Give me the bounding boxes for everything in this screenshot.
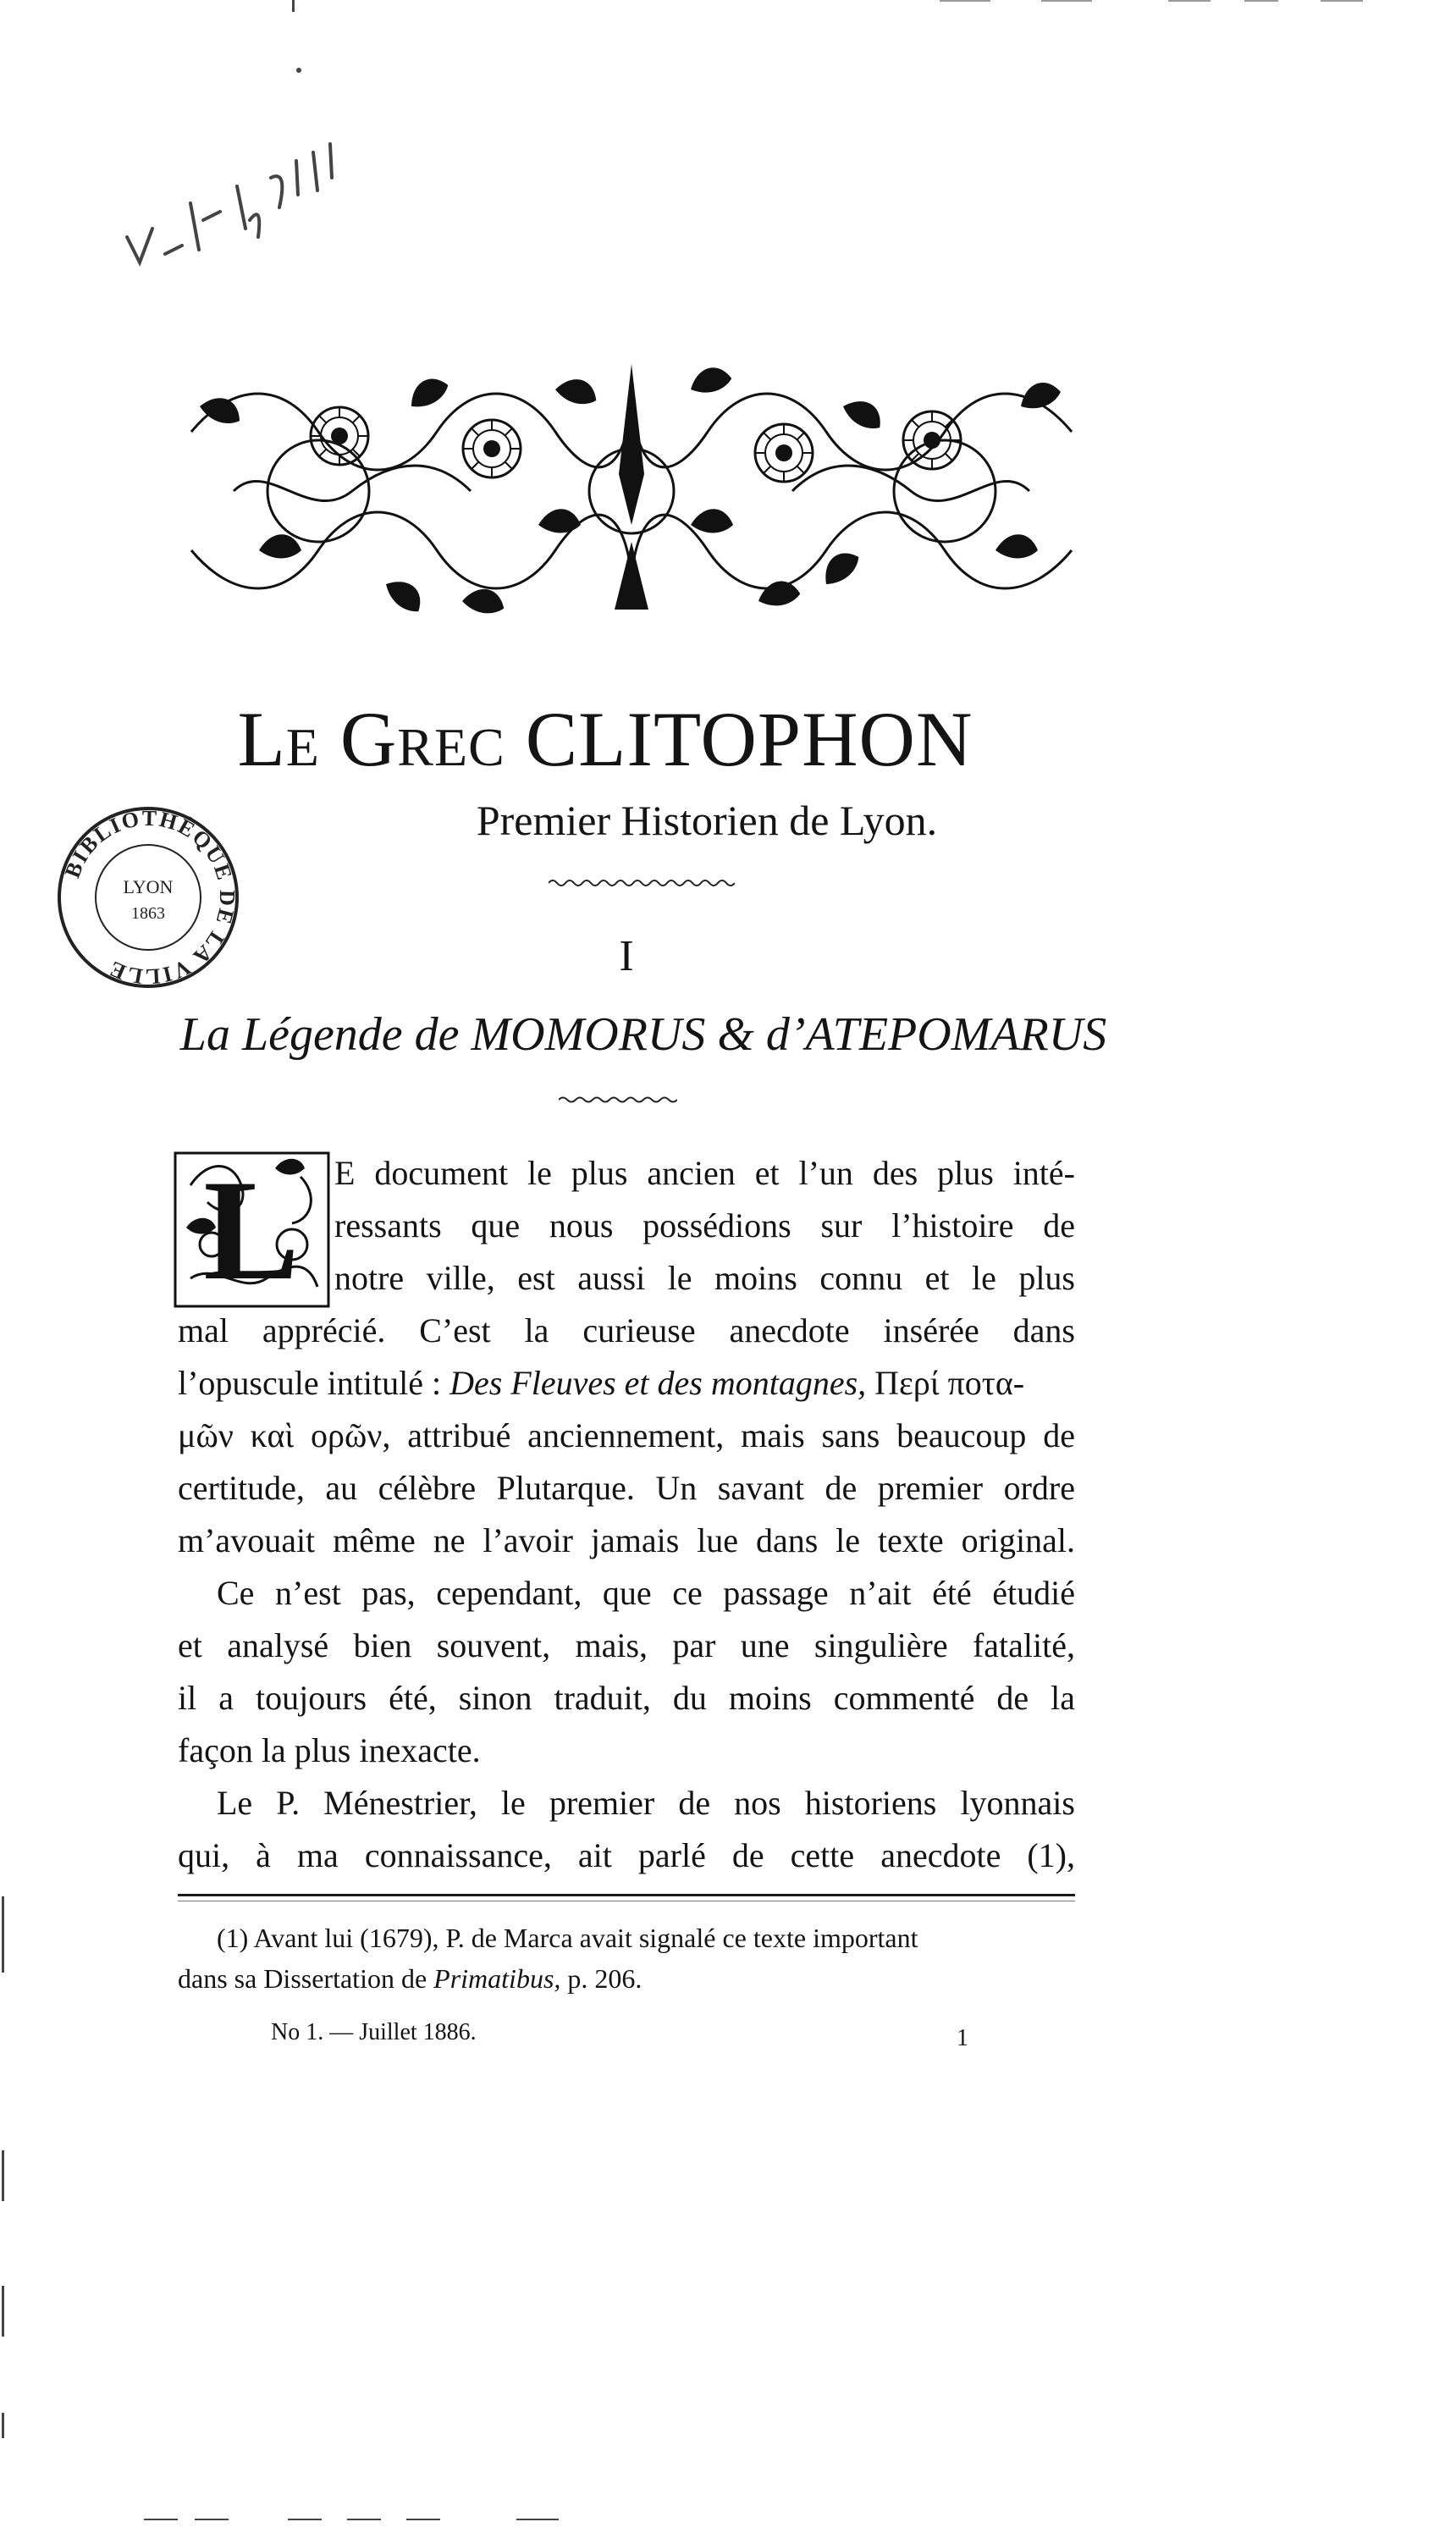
section-title-name2: d’ATEPOMARUS xyxy=(765,1008,1107,1061)
page-number: 1 xyxy=(957,2025,968,2051)
scan-mark xyxy=(296,68,301,73)
text-line: m’avouait même ne l’avoir jamais lue dans le texte original. xyxy=(178,1521,1075,1559)
decorative-wavy-rule xyxy=(549,876,735,890)
scan-mark xyxy=(940,0,990,2)
footnote-line xyxy=(178,1958,1075,1999)
footnote xyxy=(178,1918,1075,1999)
decorative-wavy-rule xyxy=(559,1094,677,1106)
scan-mark xyxy=(288,2519,322,2520)
section-title-amp: & xyxy=(705,1008,766,1061)
scan-mark xyxy=(1321,0,1363,2)
scan-mark xyxy=(144,2519,178,2520)
scan-mark xyxy=(1041,0,1092,2)
scan-mark xyxy=(2,2150,4,2201)
footnote-text: p. 206. xyxy=(560,1963,643,1994)
text-line xyxy=(178,1357,1075,1410)
text-line: E document le plus ancien et l’un des plus inté- xyxy=(334,1154,1075,1192)
section-title xyxy=(169,1007,1117,1062)
section-number: I xyxy=(619,932,634,980)
text-line: qui, à ma connaissance, ait parlé de cette anecdote (1), xyxy=(178,1836,1075,1874)
page-title: Le Grec CLITOPHON xyxy=(237,696,973,782)
text-line: façon la plus inexacte. xyxy=(178,1731,481,1769)
text-line: ressants que nous possédions sur l’histoire de xyxy=(334,1206,1075,1244)
issue-signature: No 1. — Juillet 1886. xyxy=(271,2019,477,2045)
scan-mark xyxy=(2,2286,4,2337)
book-title: Des Fleuves et des montagnes, xyxy=(449,1364,867,1402)
drop-cap-letter: L xyxy=(203,1151,300,1308)
library-stamp xyxy=(51,800,245,995)
ornamental-headpiece xyxy=(183,356,1080,626)
text-line: notre ville, est aussi le moins connu et le plus xyxy=(334,1259,1075,1297)
text-line: Ce n’est pas, cependant, que ce passage n’ait été étudié xyxy=(217,1574,1075,1612)
text-line: il a toujours été, sinon traduit, du moins commenté de la xyxy=(178,1679,1075,1717)
text-line: mal apprécié. C’est la curieuse anecdote insérée dans xyxy=(178,1311,1075,1349)
scan-mark xyxy=(1244,0,1278,2)
scan-mark xyxy=(1168,0,1211,2)
scan-mark xyxy=(2,1896,4,1973)
footnote-line: (1) Avant lui (1679), P. de Marca avait signalé ce texte important xyxy=(217,1923,918,1953)
scan-mark xyxy=(406,2519,440,2520)
text-line: Le P. Ménestrier, le premier de nos historiens lyonnais xyxy=(217,1784,1075,1822)
paragraph-1 xyxy=(178,1147,1075,1567)
scan-mark xyxy=(516,2519,559,2520)
section-title-prefix: La Légende de xyxy=(179,1008,472,1061)
footnote-rule xyxy=(178,1894,1075,1896)
page-subtitle: Premier Historien de Lyon. xyxy=(476,797,938,844)
greek-title: Περί ποτα- xyxy=(866,1364,1025,1402)
footnote-text: dans sa Dissertation de xyxy=(178,1963,434,1994)
scan-mark xyxy=(347,2519,381,2520)
text-run: l’opuscule intitulé : xyxy=(178,1364,450,1402)
text-line: certitude, au célèbre Plutarque. Un savant de premier ordre xyxy=(178,1469,1075,1507)
handwritten-shelfmark xyxy=(119,127,356,296)
section-title-name1: MOMORUS xyxy=(471,1008,706,1061)
text-line: et analysé bien souvent, mais, par une singulière fatalité, xyxy=(178,1626,1075,1664)
scan-mark xyxy=(2,2413,4,2438)
paragraph-2 xyxy=(178,1567,1075,1777)
scan-mark xyxy=(195,2519,229,2520)
paragraph-3 xyxy=(178,1777,1075,1882)
stamp-mark: 1863 xyxy=(131,904,165,923)
scan-mark xyxy=(292,0,295,12)
footnote-italic: Primatibus, xyxy=(433,1963,561,1994)
stamp-city: LYON xyxy=(123,876,174,897)
text-line: μῶν καὶ ορῶν, attribué anciennement, mais sans beaucoup de xyxy=(178,1416,1075,1454)
stamp-text: BIBLIOTHÈQUE DE LA VILLE xyxy=(59,805,240,990)
